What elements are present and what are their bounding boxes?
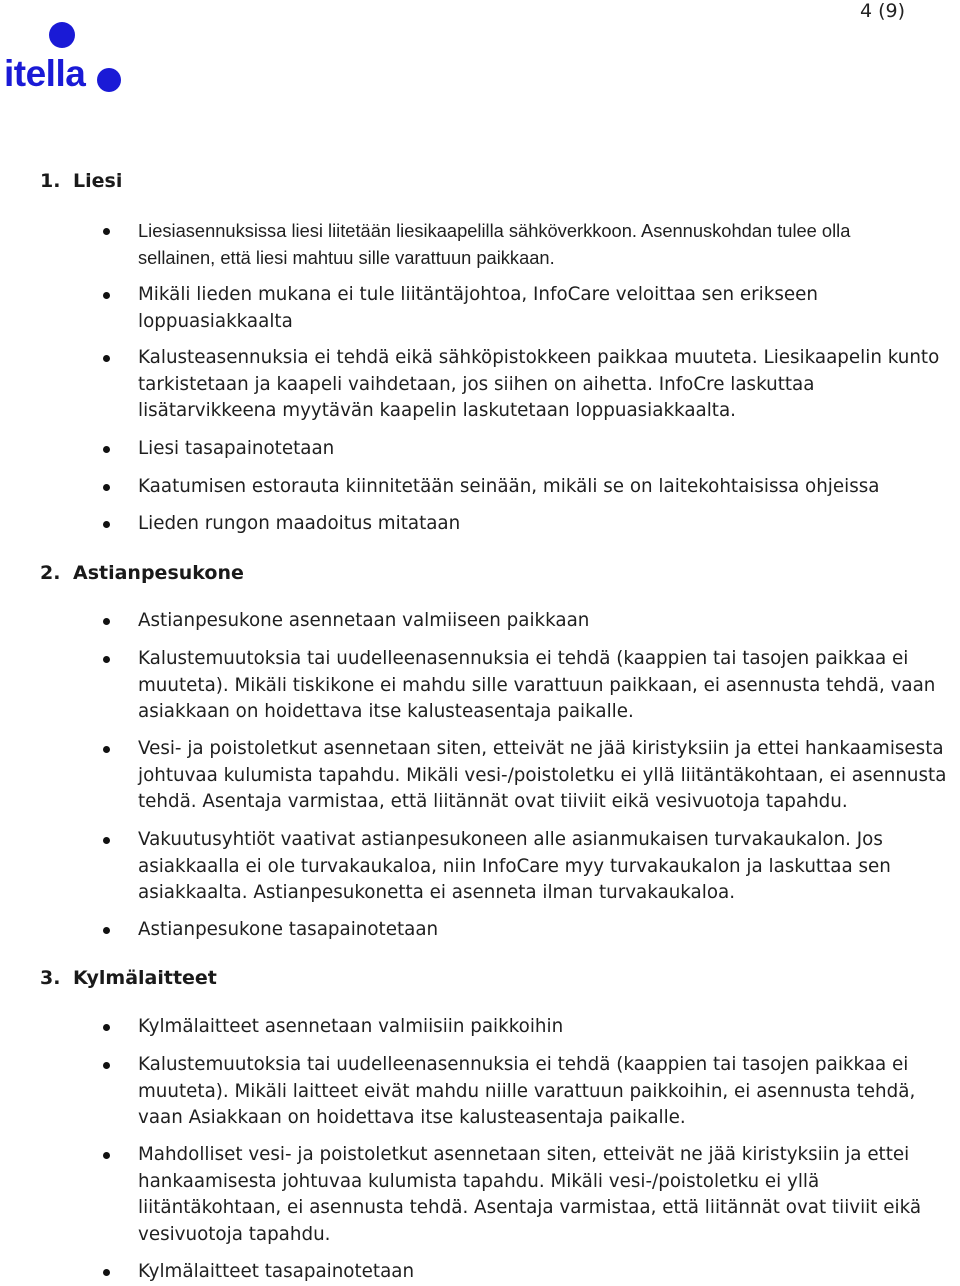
item-line: tehdä. Asentaja varmistaa, että liitännät ovat tiiviit eikä vesivuotoja tapahdu. [138,791,848,812]
item-line: asiakkaalla ei ole turvakaukaloa, niin InfoCare myy turvakaukalon ja laskuttaa sen [138,855,891,877]
item-line: Liesiasennuksissa liesi liitetään liesikaapelilla sähköverkkoon. Asennuskohdan tulee olla [138,220,851,241]
item-line: liitäntäkohtaan, ei asennusta tehdä. Asentaja varmistaa, että liitännät ovat tiiviit eikä [138,1197,922,1218]
item-line: Astianpesukone asennetaan valmiiseen paikkaan [138,610,590,631]
bullet-icon [103,927,110,934]
section-title: Liesi [73,170,123,192]
item-line: Mahdolliset vesi- ja poistoletkut asennetaan siten, etteivät ne jää kiristyksiin ja ettei [138,1144,910,1165]
list-item [138,345,960,425]
bullet-icon [103,618,110,625]
list-item [138,1142,960,1248]
logo-dot-icon [97,68,121,92]
item-line: Vakuutusyhtiöt vaativat astianpesukoneen alle asianmukaisen turvakaukalon. Jos [138,829,883,850]
item-line: Mikäli lieden mukana ei tule liitäntäjohtoa, InfoCare veloittaa sen erikseen [138,284,818,305]
item-line: loppuasiakkaalta [138,310,293,332]
item-line: sellainen, että liesi mahtuu sille varattuun paikkaan. [138,246,555,268]
item-line: Lieden rungon maadoitus mitataan [138,513,461,534]
section-title: Kylmälaitteet [73,967,217,989]
page-number: 4 (9) [859,0,905,22]
list-item [138,1014,960,1041]
bullet-icon [103,521,110,528]
list-item [138,646,960,726]
list-item [138,827,960,907]
list-item [138,1259,960,1286]
item-line: Kylmälaitteet asennetaan valmiisiin paikkoihin [138,1016,564,1037]
item-line: lisätarvikkeena myytävän kaapelin laskutetaan loppuasiakkaalta. [138,400,736,421]
item-line: Kylmälaitteet tasapainotetaan [138,1261,415,1282]
bullet-icon [103,1062,110,1069]
bullet-icon [103,1152,110,1159]
item-line: hankaamisesta johtuvaa kulumista tapahdu. Mikäli vesi-/poistoletku ei yllä [138,1170,820,1192]
bullet-icon [103,837,110,844]
item-line: vaan Asiakkaan on hoidettava itse kalusteasentaja paikalle. [138,1107,686,1128]
item-line: Liesi tasapainotetaan [138,438,335,459]
item-line: tarkistetaan ja kaapeli vaihdetaan, jos siihen on aihetta. InfoCre laskuttaa [138,373,815,395]
list-item [138,608,960,635]
item-line: Kalustemuutoksia tai uudelleenasennuksia ei tehdä (kaappien tai tasojen paikkaa ei [138,1054,909,1075]
section-number: 1. [40,170,61,192]
section-heading-liesi [40,170,122,192]
bullet-icon [103,228,110,235]
list-item [138,282,960,335]
list-item [138,1052,960,1132]
item-line: Kalusteasennuksia ei tehdä eikä sähköpistokkeen paikkaa muuteta. Liesikaapelin kunto [138,347,940,368]
item-line: Kalustemuutoksia tai uudelleenasennuksia ei tehdä (kaappien tai tasojen paikkaa ei [138,648,909,669]
section-heading-astianpesukone [40,562,244,584]
itella-logo [4,22,124,97]
bullet-icon [103,1024,110,1031]
logo-text: itella [4,53,86,94]
bullet-icon [103,292,110,299]
item-line: Kaatumisen estorauta kiinnitetään seinään, mikäli se on laitekohtaisissa ohjeissa [138,476,880,497]
list-item [138,436,960,463]
item-line: Vesi- ja poistoletkut asennetaan siten, etteivät ne jää kiristyksiin ja ettei hankaamisesta [138,738,944,759]
list-item [138,474,960,501]
item-line: muuteta). Mikäli tiskikone ei mahdu sille varattuun paikkaan, ei asennusta tehdä, vaan [138,674,936,696]
list-item [138,218,960,271]
item-line: vesivuotoja tapahdu. [138,1223,331,1245]
item-line: asiakkaan on hoidettava itse kalusteasentaja paikalle. [138,701,634,722]
item-line: muuteta). Mikäli laitteet eivät mahdu niille varattuun paikkoihin, ei asennusta tehdä, [138,1080,916,1102]
logo-dot-icon [49,22,75,48]
item-line: Astianpesukone tasapainotetaan [138,919,439,940]
bullet-icon [103,656,110,663]
list-item [138,917,960,944]
bullet-icon [103,446,110,453]
item-line: johtuvaa kulumista tapahdu. Mikäli vesi-/poistoletku ei yllä liitäntäkohtaan, ei asennusta [138,764,947,786]
section-number: 3. [40,967,61,989]
item-line: asiakkaalta. Astianpesukonetta ei asenneta ilman turvakaukaloa. [138,882,736,903]
bullet-icon [103,1269,110,1276]
bullet-icon [103,355,110,362]
list-item [138,511,960,538]
bullet-icon [103,746,110,753]
section-number: 2. [40,562,61,584]
section-title: Astianpesukone [73,562,244,584]
bullet-icon [103,484,110,491]
list-item [138,736,960,816]
section-heading-kylmalaitteet [40,967,217,989]
